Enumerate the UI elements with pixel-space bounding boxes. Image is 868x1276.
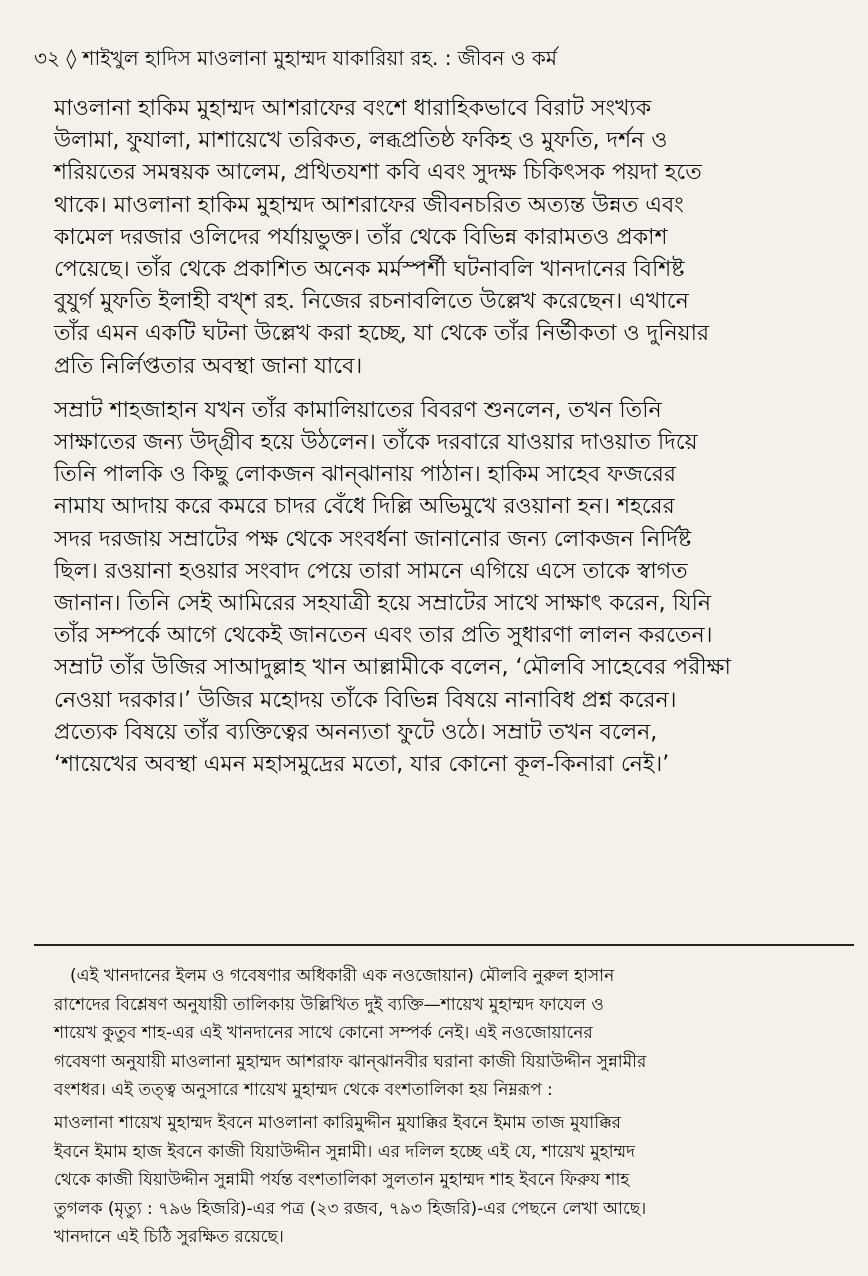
text-line: তাঁর সম্পর্কে আগে থেকেই জানতেন এবং তার প্রতি সুধারণা লালন করতেন।	[54, 623, 713, 649]
text-line: প্রত্যেক বিষয়ে তাঁর ব্যক্তিত্বের অনন্যতা ফুটে ওঠে। সম্রাট তখন বলেন,	[54, 719, 658, 745]
paragraph-1	[54, 93, 854, 383]
footnote-line: তুগলক (মৃত্যু : ৭৯৬ হিজরি)-এর পত্র (২৩ রজব, ৭৯৩ হিজরি)-এর পেছনে লেখা আছে।	[54, 1198, 647, 1219]
text-line: ছিল। রওয়ানা হওয়ার সংবাদ পেয়ে তারা সামনে এগিয়ে এসে তাকে স্বাগত	[54, 558, 688, 584]
footnote-divider	[34, 944, 854, 946]
text-line: সাক্ষাতের জন্য উদ্গ্রীব হয়ে উঠলেন। তাঁকে দরবারে যাওয়ার দাওয়াত দিয়ে	[54, 430, 698, 456]
text-line: নামায আদায় করে কমরে চাদর বেঁধে দিল্লি অভিমুখে রওয়ানা হন। শহরের	[54, 494, 675, 520]
footnote-line: রাশেদের বিশ্লেষণ অনুযায়ী তালিকায় উল্লিখিত দুই ব্যক্তি—শায়েখ মুহাম্মদ ফাযেল ও	[54, 994, 604, 1015]
paragraph-2	[54, 395, 854, 781]
footnote-line: থেকে কাজী যিয়াউদ্দীন সুন্নামী পর্যন্ত বংশতালিকা সুলতান মুহাম্মদ শাহ ইবনে ফিরুয শাহ	[54, 1170, 630, 1191]
footnote-line: বংশধর। এই তত্ত্ব অনুসারে শায়েখ মুহাম্মদ থেকে বংশতালিকা হয় নিম্নরূপ :	[54, 1080, 553, 1101]
text-line: পেয়েছে। তাঁর থেকে প্রকাশিত অনেক মর্মস্পর্শী ঘটনাবলি খানদানের বিশিষ্ট	[54, 257, 685, 283]
text-line: ‘শায়েখের অবস্থা এমন মহাসমুদ্রের মতো, যার কোনো কূল-কিনারা নেই।’	[54, 752, 670, 778]
footnote-line: মাওলানা শায়েখ মুহাম্মদ ইবনে মাওলানা কারিমুদ্দীন মুযাক্কির ইবনে ইমাম তাজ মুযাক্কির	[54, 1112, 621, 1133]
text-line: বুযুর্গ মুফতি ইলাহী বখ্শ রহ. নিজের রচনাবলিতে উল্লেখ করেছেন। এখানে	[54, 289, 689, 315]
paragraph-gap	[54, 383, 854, 395]
text-line: সম্রাট তাঁর উজির সাআদুল্লাহ খান আল্লামীকে বলেন, ‘মৌলবি সাহেবের পরীক্ষা	[54, 655, 731, 681]
text-line: উলামা, ফুযালা, মাশায়েখে তরিকত, লব্ধপ্রতিষ্ঠ ফকিহ ও মুফতি, দর্শন ও	[54, 128, 668, 154]
text-line: নেওয়া দরকার।’ উজির মহোদয় তাঁকে বিভিন্ন বিষয়ে নানাবিধ প্রশ্ন করেন।	[54, 687, 677, 713]
text-line: সম্রাট শাহজাহান যখন তাঁর কামালিয়াতের বিবরণ শুনলেন, তখন তিনি	[54, 397, 662, 423]
text-line: শরিয়তের সমন্বয়ক আলেম, প্রথিতযশা কবি এবং সুদক্ষ চিকিৎসক পয়দা হতে	[54, 160, 702, 186]
main-text	[54, 93, 854, 781]
footnote-line: ইবনে ইমাম হাজ ইবনে কাজী যিয়াউদ্দীন সুন্নামী। এর দলিল হচ্ছে এই যে, শায়েখ মুহাম্মদ	[54, 1141, 636, 1162]
footnote-line: খানদানে এই চিঠি সুরক্ষিত রয়েছে।	[54, 1227, 284, 1248]
text-line: প্রতি নির্লিপ্ততার অবস্থা জানা যাবে।	[54, 353, 363, 379]
text-line: সদর দরজায় সম্রাটের পক্ষ থেকে সংবর্ধনা জানানোর জন্য লোকজন নির্দিষ্ট	[54, 526, 692, 552]
text-line: জানান। তিনি সেই আমিরের সহযাত্রী হয়ে সম্রাটের সাথে সাক্ষাৎ করেন, যিনি	[54, 591, 712, 617]
text-line: মাওলানা হাকিম মুহাম্মদ আশরাফের বংশে ধারাহিকভাবে বিরাট সংখ্যক	[54, 96, 652, 121]
footnote-line: শায়েখ কুতুব শাহ-এর এই খানদানের সাথে কোনো সম্পর্ক নেই। এই নওজোয়ানের	[54, 1023, 593, 1044]
text-line: তিনি পালকি ও কিছু লোকজন ঝান্ঝানায় পাঠান। হাকিম সাহেব ফজরের	[54, 462, 676, 488]
text-line: থাকে। মাওলানা হাকিম মুহাম্মদ আশরাফের জীবনচরিত অত্যন্ত উন্নত এবং	[54, 192, 684, 218]
footnote-line: গবেষণা অনুযায়ী মাওলানা মুহাম্মদ আশরাফ ঝান্ঝানবীর ঘরানা কাজী যিয়াউদ্দীন সুন্নামীর	[54, 1051, 647, 1072]
footnote-line: (এই খানদানের ইলম ও গবেষণার অধিকারী এক নওজোয়ান) মৌলবি নুরুল হাসান	[70, 966, 615, 986]
text-line: তাঁর এমন একটি ঘটনা উল্লেখ করা হচ্ছে, যা থেকে তাঁর নির্ভীকতা ও দুনিয়ার	[54, 321, 710, 347]
footnote	[54, 962, 860, 1252]
text-line: কামেল দরজার ওলিদের পর্যায়ভুক্ত। তাঁর থেকে বিভিন্ন কারামতও প্রকাশ	[54, 224, 668, 250]
running-header: ৩২ ◊ শাইখুল হাদিস মাওলানা মুহাম্মদ যাকারিয়া রহ. : জীবন ও কর্ম	[34, 46, 558, 70]
